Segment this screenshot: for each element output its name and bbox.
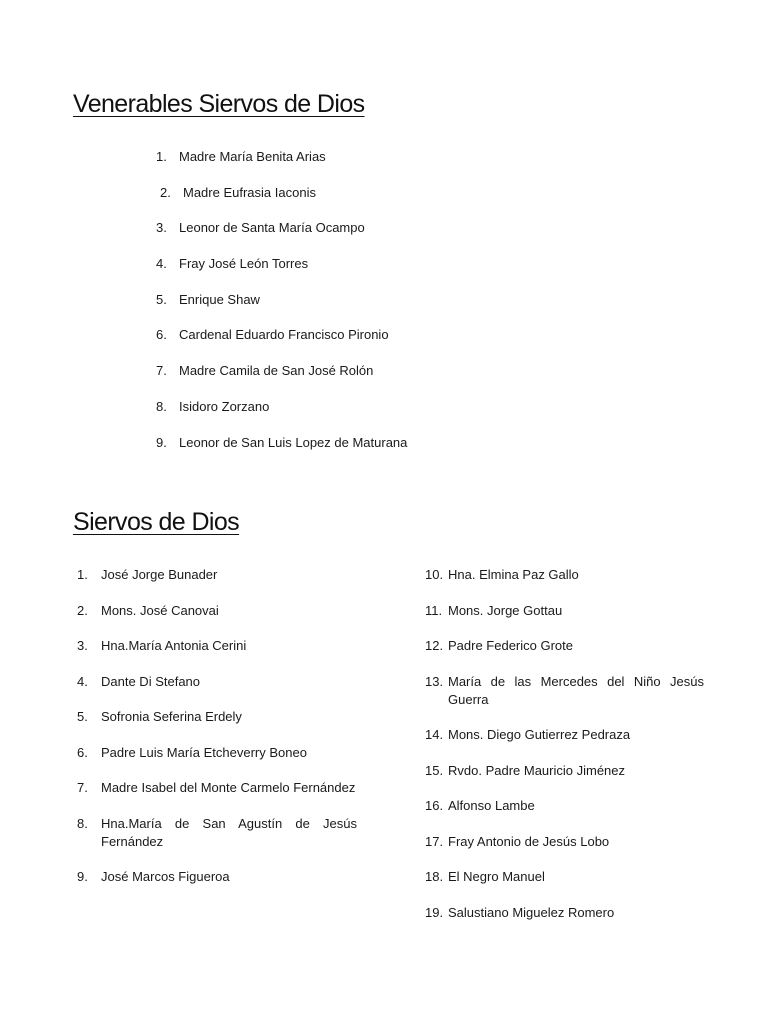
list-item <box>77 708 357 726</box>
list-item <box>77 868 357 886</box>
item-number: 4. <box>156 256 167 272</box>
item-name: José Marcos Figueroa <box>101 869 230 884</box>
item-number: 15. <box>425 762 444 778</box>
item-number: 8. <box>77 815 88 831</box>
item-number: 4. <box>77 673 88 689</box>
item-name: María de las Mercedes del Niño Jesús Guerra <box>448 673 704 707</box>
item-name: Padre Luis María Etcheverry Boneo <box>101 744 307 760</box>
item-name: Madre Isabel del Monte Carmelo Fernández <box>101 780 356 795</box>
item-number: 18. <box>425 869 444 884</box>
list-item <box>425 566 704 584</box>
item-name: Cardenal Eduardo Francisco Pironio <box>179 327 389 343</box>
item-number: 6. <box>77 744 88 760</box>
list-item <box>425 762 704 780</box>
list-item <box>156 291 476 327</box>
item-number: 17. <box>425 833 444 849</box>
item-name: El Negro Manuel <box>448 869 545 884</box>
list-item <box>156 148 476 184</box>
item-name: Mons. Diego Gutierrez Pedraza <box>448 727 631 742</box>
item-number: 7. <box>77 780 88 795</box>
item-number: 19. <box>425 904 444 920</box>
list-item <box>425 868 704 886</box>
list-item <box>156 184 476 220</box>
list-item <box>156 255 476 291</box>
item-number: 7. <box>156 363 167 379</box>
item-name: Leonor de San Luis Lopez de Maturana <box>179 434 408 450</box>
list-item <box>77 815 357 851</box>
list-item <box>156 434 476 470</box>
item-name: Enrique Shaw <box>179 291 260 307</box>
item-name: Alfonso Lambe <box>448 798 535 813</box>
item-name: Hna.María de San Agustín de Jesús Fernández <box>101 815 357 849</box>
list-item <box>156 219 476 255</box>
list-item <box>77 744 357 762</box>
item-number: 14. <box>425 727 444 742</box>
item-name: Sofronia Seferina Erdely <box>101 709 242 724</box>
item-number: 3. <box>77 638 88 653</box>
item-name: Hna.María Antonia Cerini <box>101 638 247 653</box>
item-number: 9. <box>156 434 167 450</box>
venerables-heading: Venerables Siervos de Dios <box>73 90 365 118</box>
item-name: Madre Camila de San José Rolón <box>179 363 374 379</box>
list-item <box>425 833 704 851</box>
item-number: 6. <box>156 327 167 343</box>
item-number: 2. <box>77 602 88 618</box>
item-number: 1. <box>77 567 88 582</box>
item-name: Leonor de Santa María Ocampo <box>179 220 365 236</box>
item-name: Isidoro Zorzano <box>179 398 270 414</box>
item-number: 13. <box>425 673 444 689</box>
item-name: Padre Federico Grote <box>448 638 574 653</box>
item-number: 16. <box>425 798 444 813</box>
item-name: Madre Eufrasia Iaconis <box>183 184 316 200</box>
item-number: 9. <box>77 869 88 884</box>
list-item <box>425 637 704 655</box>
list-item <box>77 602 357 620</box>
item-number: 3. <box>156 220 167 236</box>
item-name: José Jorge Bunader <box>101 567 218 582</box>
item-name: Fray José León Torres <box>179 256 309 272</box>
list-item <box>156 326 476 362</box>
venerables-list <box>156 148 476 469</box>
item-name: Mons. Jorge Gottau <box>448 602 563 618</box>
list-item <box>425 797 704 815</box>
item-number: 11. <box>425 602 443 618</box>
list-item <box>77 637 357 655</box>
item-number: 1. <box>156 149 167 164</box>
list-item <box>77 779 357 797</box>
item-number: 8. <box>156 398 167 414</box>
list-item <box>156 362 476 398</box>
list-item <box>425 904 704 922</box>
item-number: 12. <box>425 638 444 653</box>
item-name: Fray Antonio de Jesús Lobo <box>448 833 610 849</box>
item-number: 10. <box>425 567 444 582</box>
list-item <box>425 602 704 620</box>
item-number: 2. <box>160 184 171 200</box>
item-name: Salustiano Miguelez Romero <box>448 904 615 920</box>
list-item <box>77 566 357 584</box>
item-name: Madre María Benita Arias <box>179 149 326 164</box>
list-item <box>425 726 704 744</box>
item-name: Mons. José Canovai <box>101 602 219 618</box>
siervos-list-right <box>425 566 704 939</box>
siervos-heading: Siervos de Dios <box>73 508 240 536</box>
list-item <box>156 398 476 434</box>
item-name: Hna. Elmina Paz Gallo <box>448 567 579 582</box>
item-name: Rvdo. Padre Mauricio Jiménez <box>448 762 626 778</box>
list-item <box>77 673 357 691</box>
siervos-list-left <box>77 566 357 904</box>
item-number: 5. <box>77 709 88 724</box>
item-number: 5. <box>156 291 167 307</box>
item-name: Dante Di Stefano <box>101 673 201 689</box>
list-item <box>425 673 704 709</box>
